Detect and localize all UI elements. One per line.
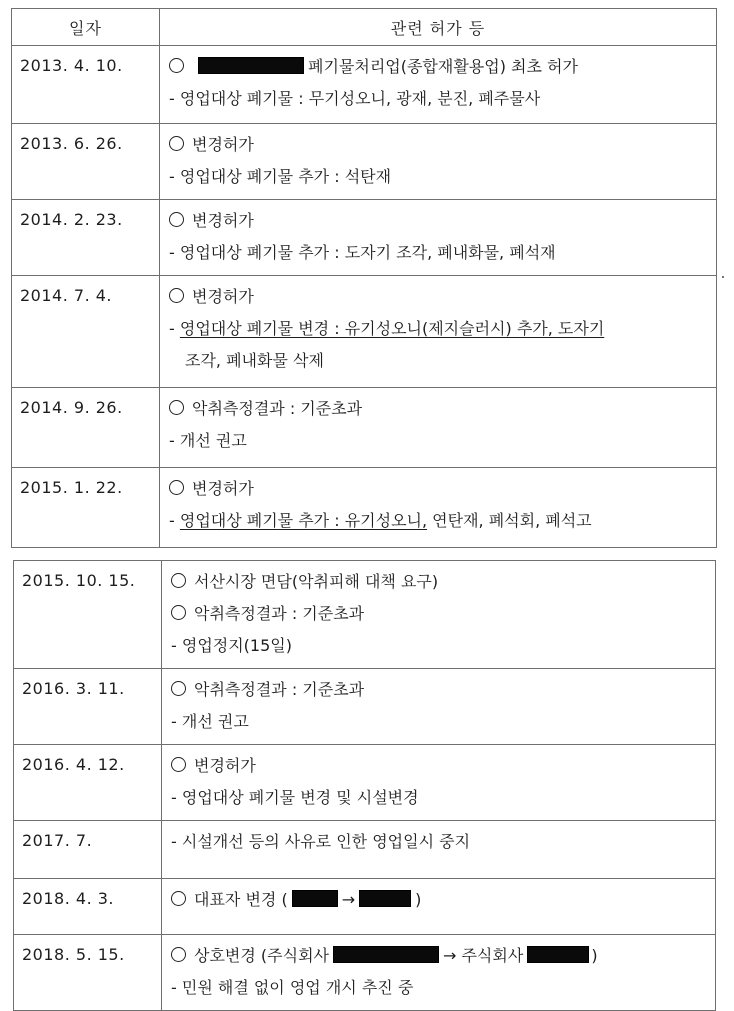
scan-speck	[722, 276, 724, 278]
row-content: 서산시장 면담(악취피해 대책 요구) 악취측정결과 : 기준초과 - 영업정지(15일)	[162, 561, 716, 669]
table-row	[12, 200, 717, 276]
circle-bullet-icon	[171, 757, 186, 772]
row-date: 2016. 4. 12.	[14, 745, 162, 821]
row-date: 2014. 7. 4.	[12, 276, 160, 388]
table-row	[14, 821, 716, 879]
circle-bullet-icon	[171, 947, 186, 962]
table-row	[12, 276, 717, 388]
table-row	[14, 561, 716, 669]
row-date: 2014. 2. 23.	[12, 200, 160, 276]
circle-bullet-icon	[169, 288, 184, 303]
header-date: 일자	[12, 9, 160, 46]
table-row	[12, 46, 717, 124]
row-content: 상호변경 (주식회사 → 주식회사 ) - 민원 해결 없이 영업 개시 추진 중	[162, 935, 716, 1011]
row-content: 변경허가 - 영업대상 폐기물 추가 : 도자기 조각, 폐내화물, 폐석재	[160, 200, 717, 276]
row-content: 변경허가 - 영업대상 폐기물 추가 : 석탄재	[160, 124, 717, 200]
redaction-bar	[333, 946, 439, 963]
row-content: 변경허가 - 영업대상 폐기물 변경 및 시설변경	[162, 745, 716, 821]
circle-bullet-icon	[171, 891, 186, 906]
table-row	[12, 388, 717, 468]
circle-bullet-icon	[171, 605, 186, 620]
circle-bullet-icon	[169, 400, 184, 415]
table-row	[14, 935, 716, 1011]
row-content: 변경허가 - 영업대상 폐기물 변경 : 유기성오니(제지슬러시) 추가, 도자기 조각, 폐내화물 삭제	[160, 276, 717, 388]
row-date: 2014. 9. 26.	[12, 388, 160, 468]
redaction-bar	[527, 946, 589, 963]
row-content: - 시설개선 등의 사유로 인한 영업일시 중지	[162, 821, 716, 879]
redaction-bar	[198, 57, 304, 74]
row-content: 대표자 변경 ( → )	[162, 879, 716, 935]
redaction-bar	[292, 890, 338, 907]
table-row	[14, 669, 716, 745]
row-date: 2015. 10. 15.	[14, 561, 162, 669]
header-content: 관련 허가 등	[160, 9, 717, 46]
circle-bullet-icon	[169, 58, 184, 73]
row-date: 2017. 7.	[14, 821, 162, 879]
row-date: 2013. 4. 10.	[12, 46, 160, 124]
row-date: 2018. 5. 15.	[14, 935, 162, 1011]
table-row	[12, 124, 717, 200]
row-date: 2015. 1. 22.	[12, 468, 160, 548]
circle-bullet-icon	[169, 480, 184, 495]
row-content: 변경허가 - 영업대상 폐기물 추가 : 유기성오니, 연탄재, 폐석회, 폐석고	[160, 468, 717, 548]
circle-bullet-icon	[169, 136, 184, 151]
row-date: 2018. 4. 3.	[14, 879, 162, 935]
row-content: 악취측정결과 : 기준초과 - 개선 권고	[160, 388, 717, 468]
permit-history-table-2	[13, 560, 716, 1011]
row-content: 폐기물처리업(종합재활용업) 최초 허가 - 영업대상 폐기물 : 무기성오니, 광재, 분진, 폐주물사	[160, 46, 717, 124]
row-date: 2013. 6. 26.	[12, 124, 160, 200]
table-header	[12, 9, 717, 46]
circle-bullet-icon	[171, 573, 186, 588]
table-row	[14, 745, 716, 821]
circle-bullet-icon	[171, 681, 186, 696]
permit-history-table-1	[11, 8, 717, 548]
row-date: 2016. 3. 11.	[14, 669, 162, 745]
redaction-bar	[359, 890, 411, 907]
table-row	[14, 879, 716, 935]
table-row	[12, 468, 717, 548]
row-content: 악취측정결과 : 기준초과 - 개선 권고	[162, 669, 716, 745]
circle-bullet-icon	[169, 212, 184, 227]
